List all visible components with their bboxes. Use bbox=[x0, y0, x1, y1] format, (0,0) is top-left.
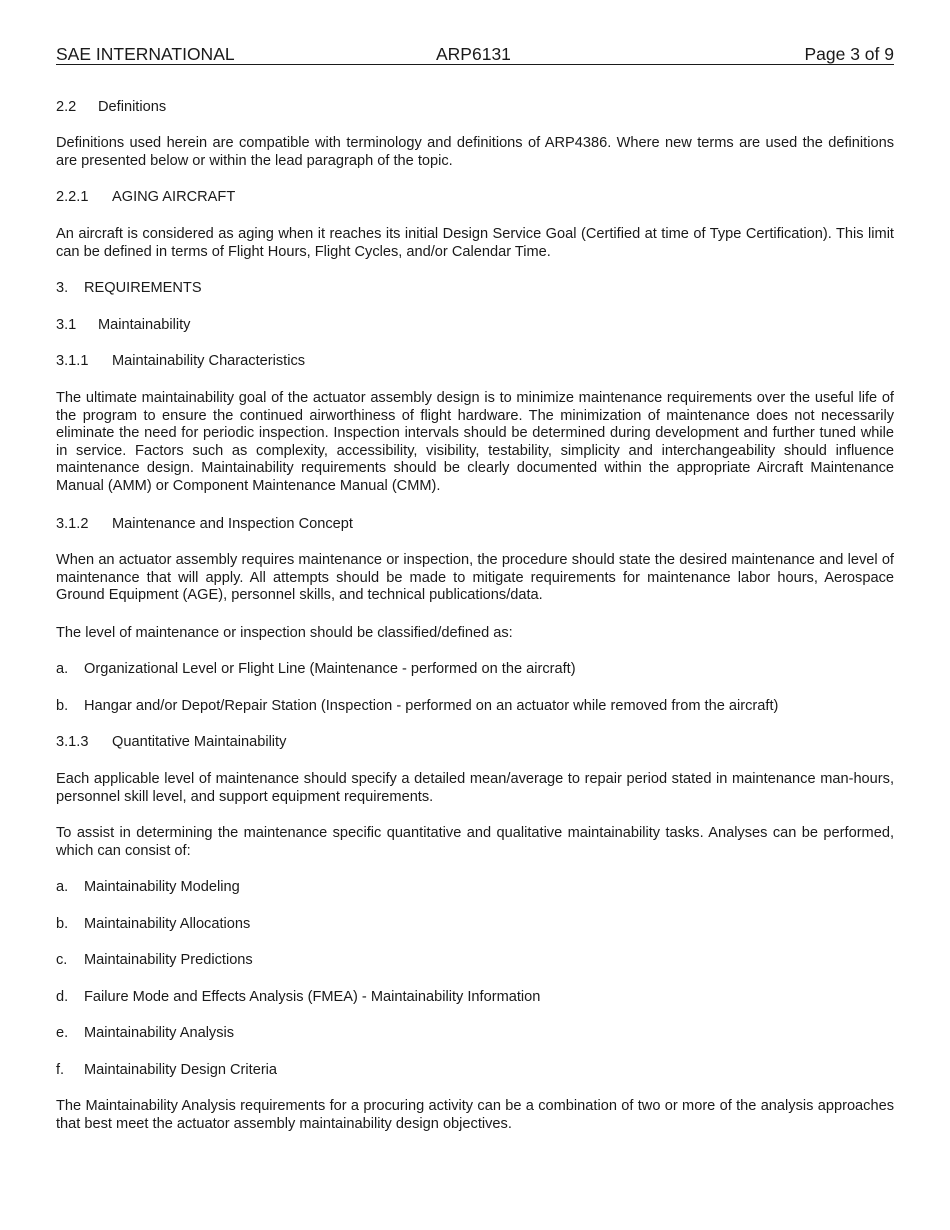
section-title: Maintainability bbox=[98, 317, 191, 333]
list-item-text: Hangar and/or Depot/Repair Station (Inspection - performed on an actuator while removed from the aircraft) bbox=[84, 698, 779, 714]
section-heading-3-1-3 bbox=[56, 734, 894, 752]
list-item bbox=[56, 661, 894, 679]
paragraph-quantitative-maintainability: Each applicable level of maintenance should specify a detailed mean/average to repair period stated in maintenance man-hours, personnel skill level, and support equipment requirements. bbox=[56, 771, 894, 805]
page-header bbox=[56, 44, 894, 65]
list-item bbox=[56, 916, 894, 934]
section-title: Maintenance and Inspection Concept bbox=[112, 516, 353, 532]
paragraph-analysis-requirements: The Maintainability Analysis requirements for a procuring activity can be a combination of two or more of the analysis approaches that best meet the actuator assembly maintainability design objectives. bbox=[56, 1098, 894, 1132]
paragraph-analyses-intro: To assist in determining the maintenance specific quantitative and qualitative maintainability tasks. Analyses can be performed, which can consist of: bbox=[56, 825, 894, 859]
paragraph-definitions: Definitions used herein are compatible with terminology and definitions of ARP4386. Where new terms are used the definitions are presented below or within the lead paragraph of the topic. bbox=[56, 135, 894, 169]
list-item bbox=[56, 989, 894, 1007]
list-item-text: Maintainability Allocations bbox=[84, 916, 251, 932]
section-number: 2.2 bbox=[56, 99, 77, 115]
section-heading-3 bbox=[56, 280, 894, 298]
list-item-text: Maintainability Design Criteria bbox=[84, 1062, 278, 1078]
header-page-number: Page 3 of 9 bbox=[804, 44, 894, 64]
section-number: 3.1 bbox=[56, 317, 77, 333]
list-item bbox=[56, 952, 894, 970]
paragraph-maintainability-characteristics: The ultimate maintainability goal of the actuator assembly design is to minimize maintenance requirements over the useful life of the program to ensure the continued airworthiness of flight hardware. The minimization of maintenance does not necessarily eliminate the need for periodic inspection. Inspection intervals should be determined during development and further tuned while in service. Factors such as complexity, accessibility, visibility, testability, simplicity and interchangeability should influence maintenance design. Maintainability requirements should be clearly documented within the appropriate Aircraft Maintenance Manual (AMM) or Component Maintenance Manual (CMM). bbox=[56, 390, 894, 494]
list-marker: e. bbox=[56, 1025, 69, 1041]
list-marker: c. bbox=[56, 952, 68, 968]
list-marker: d. bbox=[56, 989, 69, 1005]
section-title: Quantitative Maintainability bbox=[112, 734, 287, 750]
list-marker: b. bbox=[56, 698, 69, 714]
list-marker: b. bbox=[56, 916, 69, 932]
section-number: 3.1.1 bbox=[56, 353, 89, 369]
section-title: Maintainability Characteristics bbox=[112, 353, 306, 369]
list-item bbox=[56, 698, 894, 716]
section-number: 3.1.2 bbox=[56, 516, 89, 532]
list-item bbox=[56, 1025, 894, 1043]
section-heading-3-1 bbox=[56, 317, 894, 335]
section-heading-2-2-1 bbox=[56, 189, 894, 207]
section-title: Definitions bbox=[98, 99, 167, 115]
list-item bbox=[56, 879, 894, 897]
section-heading-3-1-1 bbox=[56, 353, 894, 371]
section-number: 3.1.3 bbox=[56, 734, 89, 750]
list-item-text: Organizational Level or Flight Line (Maintenance - performed on the aircraft) bbox=[84, 661, 576, 677]
list-item-text: Maintainability Modeling bbox=[84, 879, 240, 895]
header-organization: SAE INTERNATIONAL bbox=[56, 44, 235, 64]
section-number: 3. bbox=[56, 280, 69, 296]
section-title: AGING AIRCRAFT bbox=[112, 189, 236, 205]
section-number: 2.2.1 bbox=[56, 189, 89, 205]
list-item-text: Failure Mode and Effects Analysis (FMEA) - Maintainability Information bbox=[84, 989, 541, 1005]
paragraph-level-intro: The level of maintenance or inspection should be classified/defined as: bbox=[56, 625, 513, 641]
paragraph-aging-aircraft: An aircraft is considered as aging when it reaches its initial Design Service Goal (Certified at time of Type Certification). This limit can be defined in terms of Flight Hours, Flight Cycles, and/or Calendar Time. bbox=[56, 226, 894, 260]
list-item-text: Maintainability Predictions bbox=[84, 952, 253, 968]
paragraph-maintenance-concept: When an actuator assembly requires maintenance or inspection, the procedure should state the desired maintenance and level of maintenance that will apply. All attempts should be made to mitigate requirements for maintenance labor hours, Aerospace Ground Equipment (AGE), personnel skills, and technical publications/data. bbox=[56, 552, 894, 604]
section-title: REQUIREMENTS bbox=[84, 280, 202, 296]
list-item bbox=[56, 1062, 894, 1080]
list-item-text: Maintainability Analysis bbox=[84, 1025, 235, 1041]
section-heading-2-2 bbox=[56, 99, 894, 117]
list-marker: a. bbox=[56, 879, 69, 895]
list-marker: a. bbox=[56, 661, 69, 677]
header-document-number: ARP6131 bbox=[436, 44, 511, 64]
list-marker: f. bbox=[56, 1062, 65, 1078]
section-heading-3-1-2 bbox=[56, 516, 894, 534]
